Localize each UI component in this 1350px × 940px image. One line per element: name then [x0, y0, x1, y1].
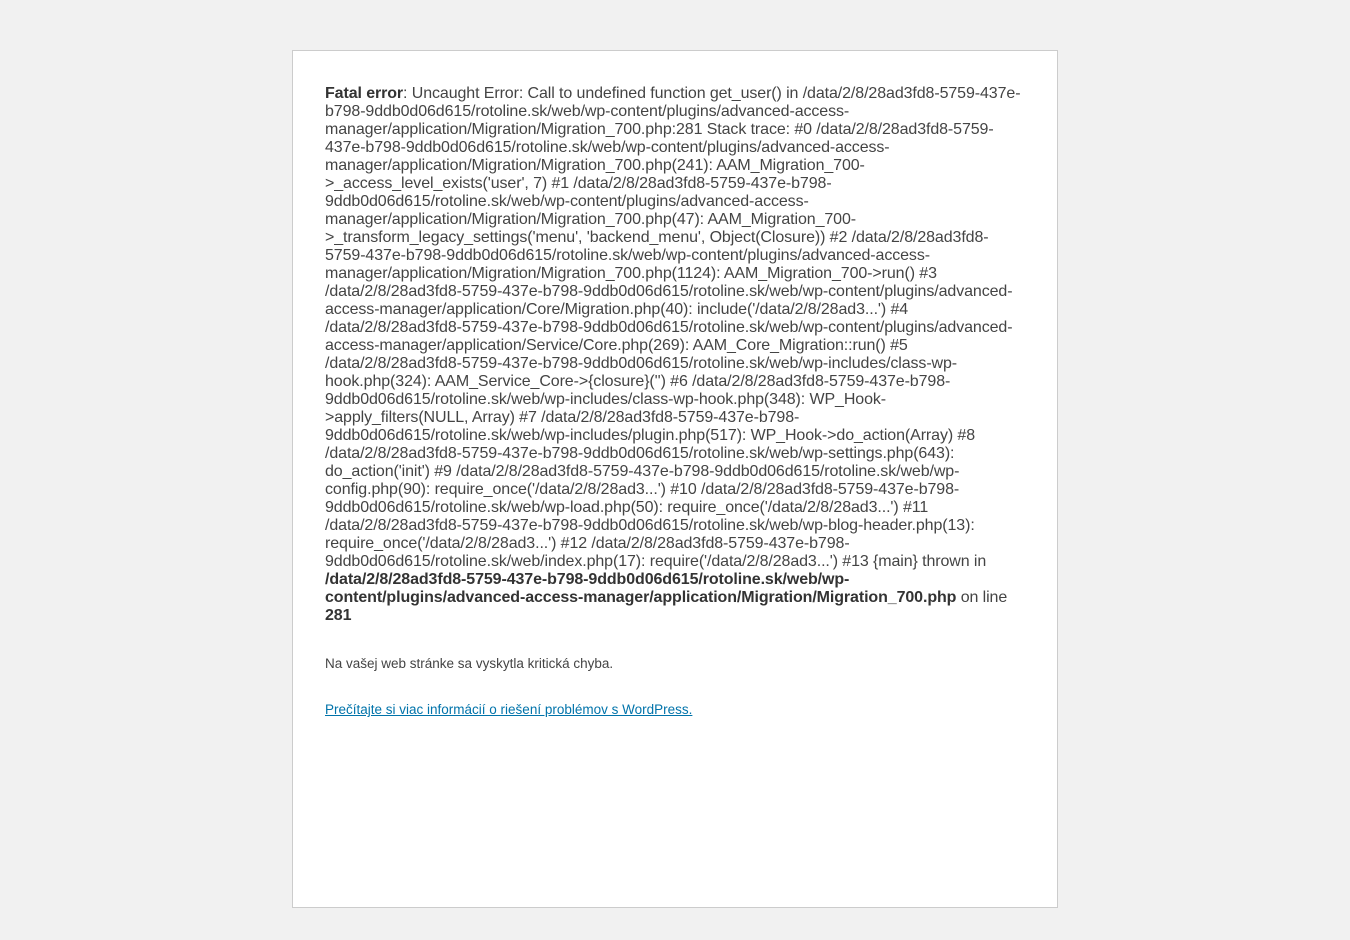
- on-line-text: on line: [956, 589, 1008, 606]
- wordpress-debugging-link[interactable]: Prečítajte si viac informácií o riešení problémov s WordPress.: [325, 702, 693, 717]
- error-line-number: 281: [325, 607, 352, 624]
- fatal-error-text: [325, 85, 1025, 625]
- fatal-error-label: Fatal error: [325, 85, 404, 102]
- error-message-box: [292, 50, 1058, 908]
- help-link-paragraph: [325, 701, 1025, 719]
- critical-error-notice: Na vašej web stránke sa vyskytla kritická chyba.: [325, 656, 614, 671]
- error-file-path: /data/2/8/28ad3fd8-5759-437e-b798-9ddb0d06d615/rotoline.sk/web/wp-content/plugins/advanced-access-manager/application/Migration/Migration_700.php: [325, 571, 957, 606]
- error-stack-trace: : Uncaught Error: Call to undefined function get_user() in /data/2/8/28ad3fd8-5759-437e-b798-9ddb0d06d615/rotoline.sk/web/wp-content/plugins/advanced-access-manager/application/Migration/Migration_700.php:281 Stack trace: #0 /data/2/8/28ad3fd8-5759-437e-b798-9ddb0d06d615/rotoline.sk/web/wp-content/plugins/advanced-access-manager/application/Migration/Migration_700.php(241): AAM_Migration_700->_access_level_exists('user', 7) #1 /data/2/8/28ad3fd8-5759-437e-b798-9ddb0d06d615/rotoline.sk/web/wp-content/plugins/advanced-access-manager/application/Migration/Migration_700.php(47): AAM_Migration_700->_transform_legacy_settings('menu', 'backend_menu', Object(Closure)) #2 /data/2/8/28ad3fd8-5759-437e-b798-9ddb0d06d615/rotoline.sk/web/wp-content/plugins/advanced-access-manager/application/Migration/Migration_700.php(1124): AAM_Migration_700->run() #3 /data/2/8/28ad3fd8-5759-437e-b798-9ddb0d06d615/rotoline.sk/web/wp-content/plugins/advanced-access-manager/application/Core/Migration.php(40): include('/data/2/8/28ad3...') #4 /data/2/8/28ad3fd8-5759-437e-b798-9ddb0d06d615/rotoline.sk/web/wp-content/plugins/advanced-access-manager/application/Service/Core.php(269): AAM_Core_Migration::run() #5 /data/2/8/28ad3fd8-5759-437e-b798-9ddb0d06d615/rotoline.sk/web/wp-includes/class-wp-hook.php(324): AAM_Service_Core->{closure}('') #6 /data/2/8/28ad3fd8-5759-437e-b798-9ddb0d06d615/rotoline.sk/web/wp-includes/class-wp-hook.php(348): WP_Hook->apply_filters(NULL, Array) #7 /data/2/8/28ad3fd8-5759-437e-b798-9ddb0d06d615/rotoline.sk/web/wp-includes/plugin.php(517): WP_Hook->do_action(Array) #8 /data/2/8/28ad3fd8-5759-437e-b798-9ddb0d06d615/rotoline.sk/web/wp-settings.php(643): do_action('init') #9 /data/2/8/28ad3fd8-5759-437e-b798-9ddb0d06d615/rotoline.sk/web/wp-config.php(90): require_once('/data/2/8/28ad3...') #10 /data/2/8/28ad3fd8-5759-437e-b798-9ddb0d06d615/rotoline.sk/web/wp-load.php(50): require_once('/data/2/8/28ad3...') #11 /data/2/8/28ad3fd8-5759-437e-b798-9ddb0d06d615/rotoline.sk/web/wp-blog-header.php(13): require_once('/data/2/8/28ad3...') #12 /data/2/8/28ad3fd8-5759-437e-b798-9ddb0d06d615/rotoline.sk/web/index.php(17): require('/data/2/8/28ad3...') #13 {main} thrown in: [325, 85, 1021, 570]
